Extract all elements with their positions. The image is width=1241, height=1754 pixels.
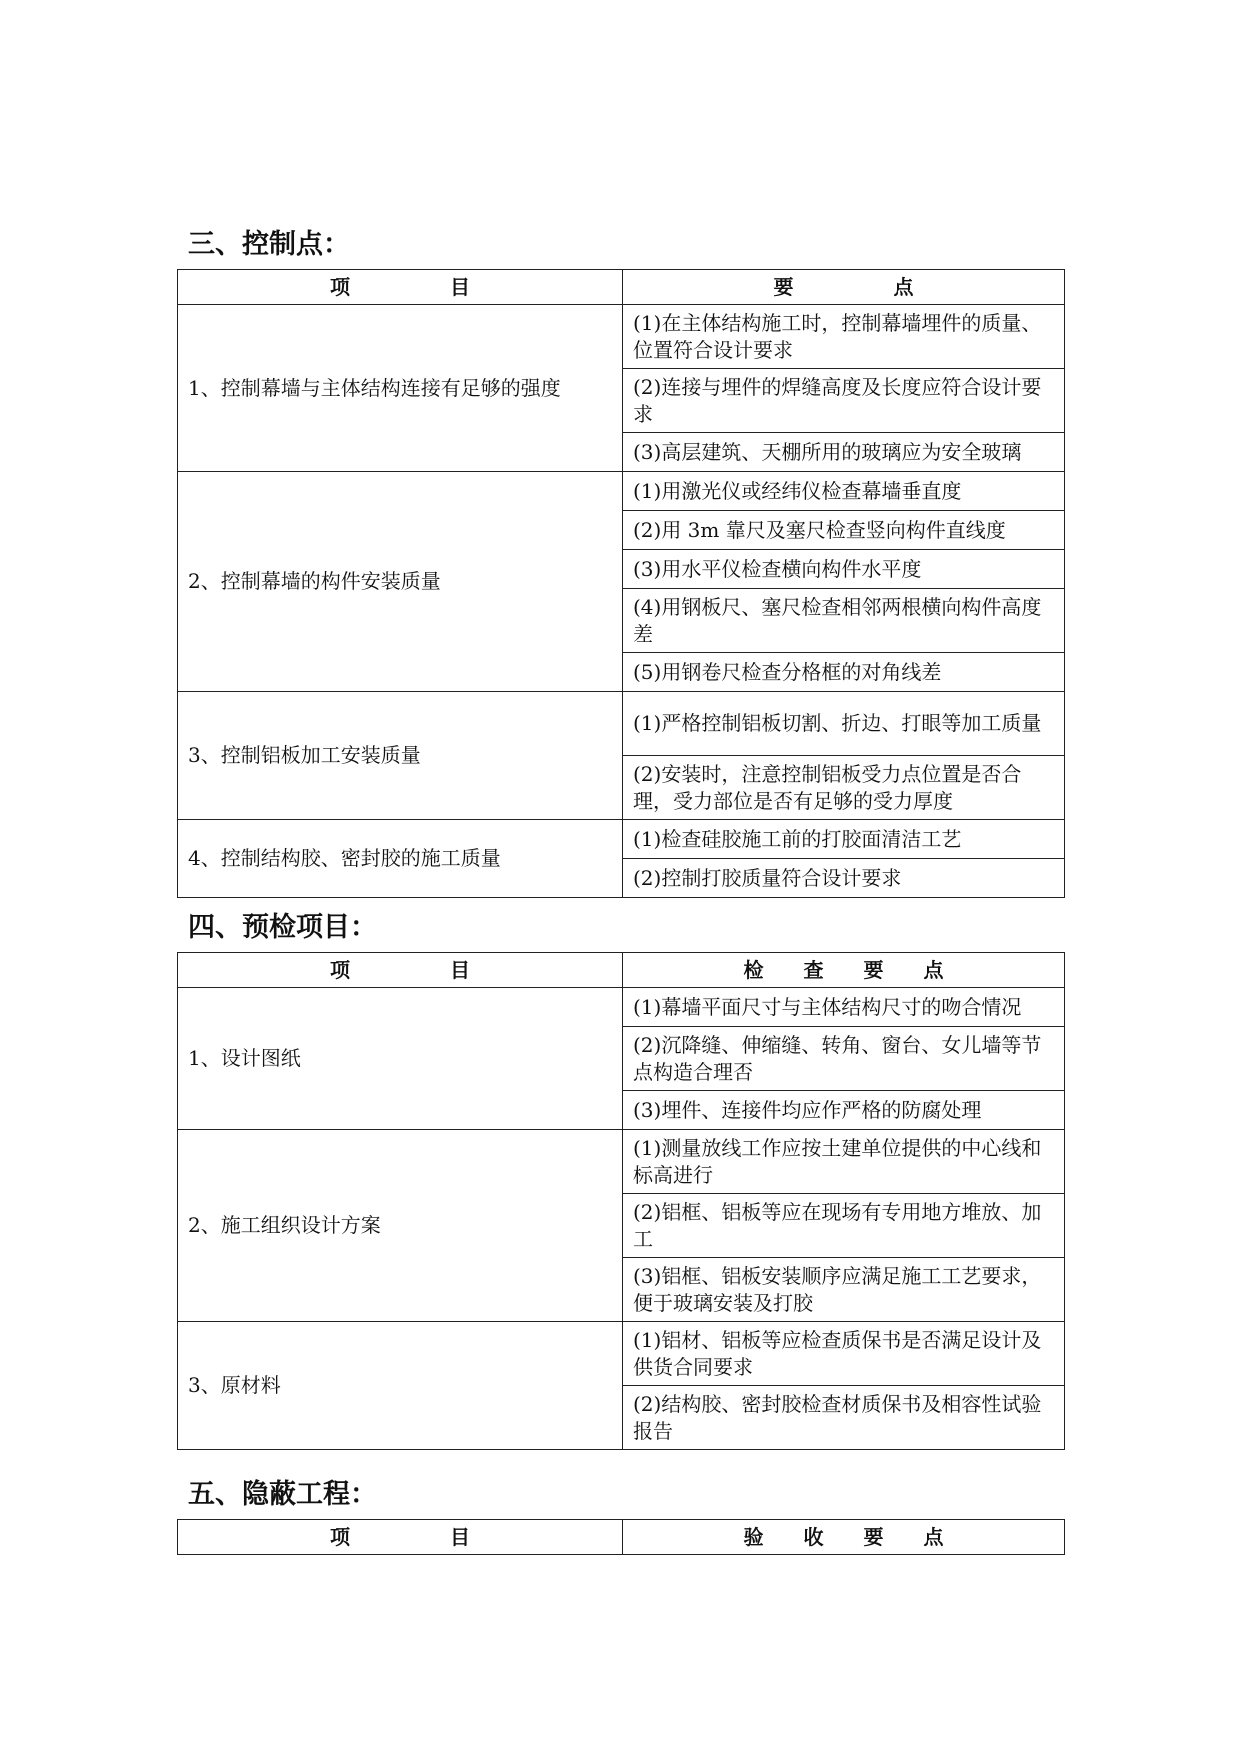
table-row (178, 472, 1065, 511)
row-point: (3)高层建筑、天棚所用的玻璃应为安全玻璃 (623, 433, 1065, 472)
row-item: 1、控制幕墙与主体结构连接有足够的强度 (178, 305, 623, 472)
row-item: 4、控制结构胶、密封胶的施工质量 (178, 820, 623, 898)
section-4-title: 四、预检项目： (188, 912, 377, 943)
row-point: (1)检查硅胶施工前的打胶面清洁工艺 (623, 820, 1065, 859)
row-point: (2)沉降缝、伸缩缝、转角、窗台、女儿墙等节点构造合理否 (623, 1027, 1065, 1091)
row-point: (2)安装时，注意控制铝板受力点位置是否合理，受力部位是否有足够的受力厚度 (623, 756, 1065, 820)
table-header-row (178, 270, 1065, 305)
header-item: 项 目 (178, 953, 623, 988)
header-item: 项 目 (178, 1520, 623, 1555)
concealed-works-table (177, 1519, 1065, 1555)
header-points: 验 收 要 点 (623, 1520, 1065, 1555)
table-row (178, 988, 1065, 1027)
table-row (178, 1130, 1065, 1194)
table-header-row (178, 1520, 1065, 1555)
control-points-table (177, 269, 1065, 898)
row-point: (2)结构胶、密封胶检查材质保书及相容性试验报告 (623, 1386, 1065, 1450)
header-points: 检 查 要 点 (623, 953, 1065, 988)
table-row (178, 305, 1065, 369)
row-point: (3)铝框、铝板安装顺序应满足施工工艺要求，便于玻璃安装及打胶 (623, 1258, 1065, 1322)
row-point: (4)用钢板尺、塞尺检查相邻两根横向构件高度差 (623, 589, 1065, 653)
row-point: (3)用水平仪检查横向构件水平度 (623, 550, 1065, 589)
table-row (178, 820, 1065, 859)
row-point: (2)铝框、铝板等应在现场有专用地方堆放、加工 (623, 1194, 1065, 1258)
row-point: (3)埋件、连接件均应作严格的防腐处理 (623, 1091, 1065, 1130)
section-3-title: 三、控制点： (188, 229, 350, 260)
row-item: 3、原材料 (178, 1322, 623, 1450)
table-row (178, 1322, 1065, 1386)
row-item: 3、控制铝板加工安装质量 (178, 692, 623, 820)
row-item: 2、施工组织设计方案 (178, 1130, 623, 1322)
table-header-row (178, 953, 1065, 988)
section-5-title: 五、隐蔽工程： (188, 1479, 377, 1510)
header-item: 项 目 (178, 270, 623, 305)
row-point: (1)测量放线工作应按土建单位提供的中心线和标高进行 (623, 1130, 1065, 1194)
header-points: 要 点 (623, 270, 1065, 305)
row-item: 2、控制幕墙的构件安装质量 (178, 472, 623, 692)
pre-inspection-table (177, 952, 1065, 1450)
row-point: (2)连接与埋件的焊缝高度及长度应符合设计要求 (623, 369, 1065, 433)
row-point: (1)幕墙平面尺寸与主体结构尺寸的吻合情况 (623, 988, 1065, 1027)
table-row (178, 692, 1065, 756)
row-item: 1、设计图纸 (178, 988, 623, 1130)
row-point: (1)在主体结构施工时，控制幕墙埋件的质量、位置符合设计要求 (623, 305, 1065, 369)
row-point: (2)用 3m 靠尺及塞尺检查竖向构件直线度 (623, 511, 1065, 550)
row-point: (1)严格控制铝板切割、折边、打眼等加工质量 (623, 692, 1065, 756)
row-point: (5)用钢卷尺检查分格框的对角线差 (623, 653, 1065, 692)
row-point: (2)控制打胶质量符合设计要求 (623, 859, 1065, 898)
row-point: (1)铝材、铝板等应检查质保书是否满足设计及供货合同要求 (623, 1322, 1065, 1386)
row-point: (1)用激光仪或经纬仪检查幕墙垂直度 (623, 472, 1065, 511)
